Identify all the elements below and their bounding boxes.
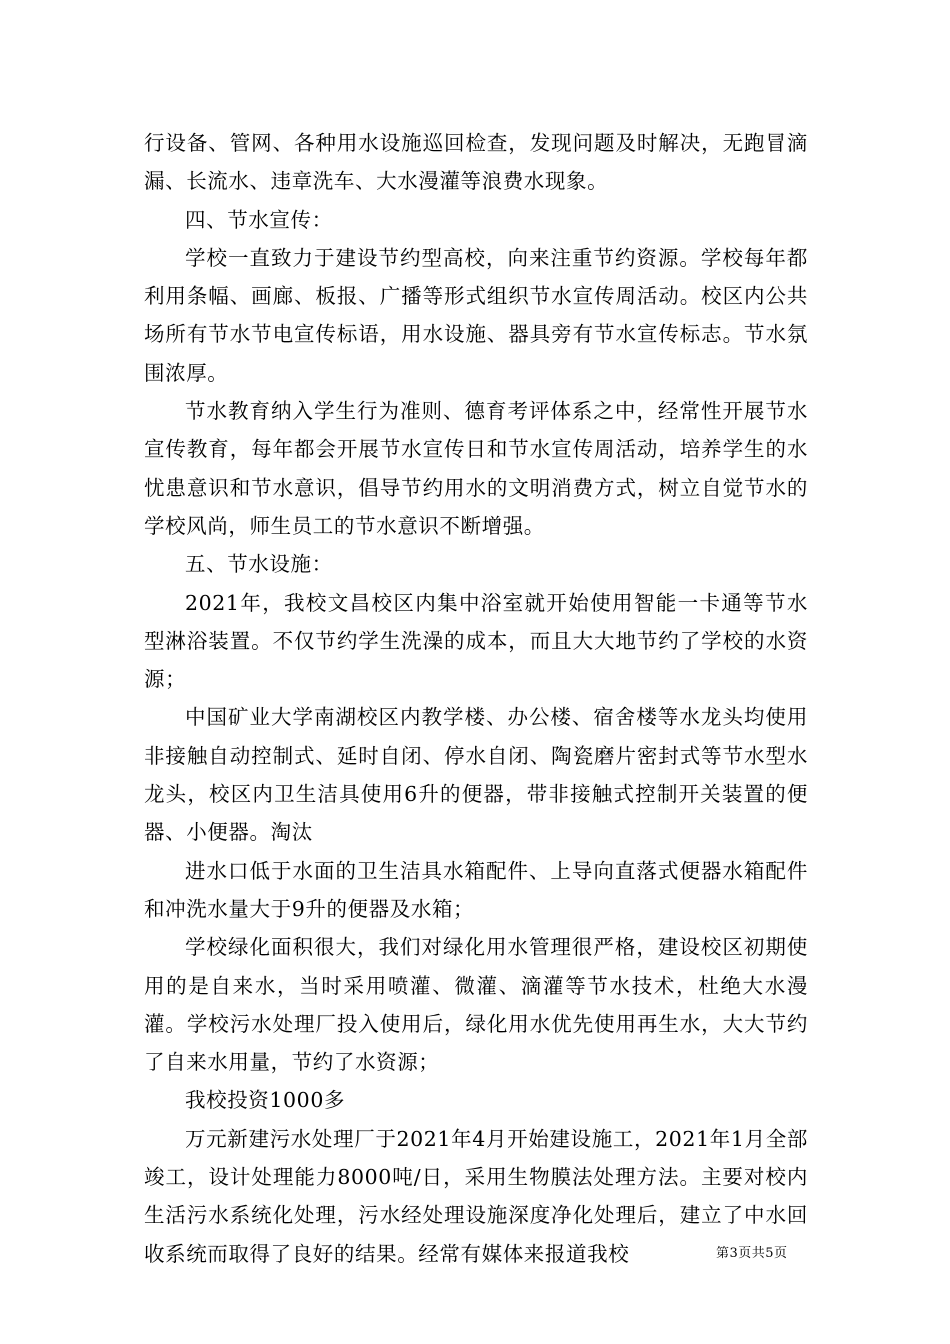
paragraph: 2021年，我校文昌校区内集中浴室就开始使用智能一卡通等节水型淋浴装置。不仅节约学生洗澡的成本，而且大大地节约了学校的水资源； (144, 590, 808, 692)
paragraph: 学校绿化面积很大，我们对绿化用水管理很严格，建设校区初期使用的是自来水，当时采用喷灌、微灌、滴灌等节水技术，杜绝大水漫灌。学校污水处理厂投入使用后，绿化用水优先使用再生水，大大节约了自来水用量，节约了水资源； (144, 935, 808, 1075)
section-heading-facilities: 五、节水设施： (185, 552, 333, 577)
paragraph: 我校投资1000多 (185, 1088, 346, 1113)
document-body (144, 124, 808, 1273)
page-number: 第3页共5页 (716, 1246, 788, 1261)
section-heading-publicity: 四、节水宣传： (185, 207, 333, 232)
paragraph: 学校一直致力于建设节约型高校，向来注重节约资源。学校每年都利用条幅、画廊、板报、广播等形式组织节水宣传周活动。校区内公共场所有节水节电宣传标语，用水设施、器具旁有节水宣传标志。节水氛围浓厚。 (144, 245, 808, 385)
paragraph: 节水教育纳入学生行为准则、德育考评体系之中，经常性开展节水宣传教育，每年都会开展节水宣传日和节水宣传周活动，培养学生的水忧患意识和节水意识，倡导节约用水的文明消费方式，树立自觉节水的学校风尚，师生员工的节水意识不断增强。 (144, 399, 808, 538)
paragraph: 进水口低于水面的卫生洁具水箱配件、上导向直落式便器水箱配件和冲洗水量大于9升的便器及水箱； (144, 858, 808, 921)
paragraph: 万元新建污水处理厂于2021年4月开始建设施工，2021年1月全部竣工，设计处理能力8000吨/日，采用生物膜法处理方法。主要对校内生活污水系统化处理，污水经处理设施深度净化处理后，建立了中水回收系统而取得了良好的结果。经常有媒体来报道我校 (144, 1126, 808, 1266)
paragraph: 中国矿业大学南湖校区内教学楼、办公楼、宿舍楼等水龙头均使用非接触自动控制式、延时自闭、停水自闭、陶瓷磨片密封式等节水型水龙头，校区内卫生洁具使用6升的便器，带非接触式控制开关装置的便器、小便器。淘汰 (144, 705, 808, 845)
paragraph-continuation: 行设备、管网、各种用水设施巡回检查，发现问题及时解决，无跑冒滴漏、长流水、违章洗车、大水漫灌等浪费水现象。 (144, 131, 808, 194)
